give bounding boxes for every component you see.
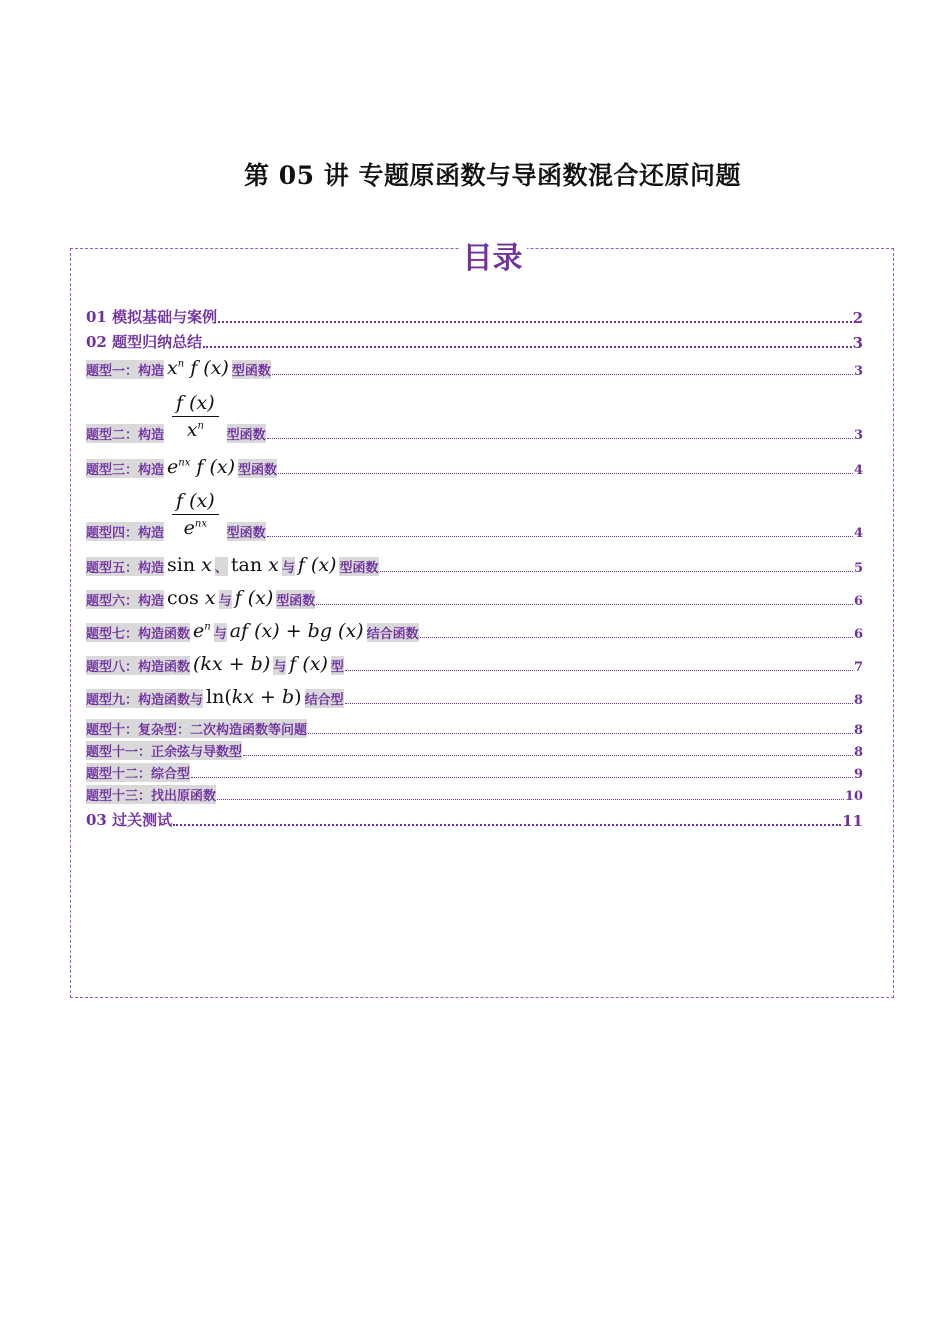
math-expression: $x^n$ f (x) — [164, 357, 232, 379]
toc-entry-type-12[interactable] — [86, 763, 863, 782]
toc-entry-suffix: 型 — [331, 656, 344, 675]
dot-leader — [243, 755, 853, 756]
dot-leader — [345, 703, 853, 704]
toc-page-number: 4 — [853, 463, 863, 478]
toc-page-number: 6 — [853, 627, 863, 642]
toc-entry-suffix: 结合型 — [305, 689, 344, 708]
toc-page-number: 4 — [853, 526, 863, 541]
dot-leader — [278, 473, 853, 474]
toc-entry-prefix: 题型二：构造 — [86, 424, 164, 443]
toc-page-number: 3 — [853, 428, 863, 443]
dot-leader — [345, 670, 853, 671]
toc-entry-prefix: 题型一：构造 — [86, 360, 164, 379]
toc-entry-connector: 与 — [219, 590, 232, 609]
dot-leader — [191, 777, 853, 778]
toc-entry-summary[interactable] — [86, 331, 863, 352]
toc-page-number: 2 — [852, 309, 863, 327]
dot-leader — [218, 321, 851, 323]
toc-entry-suffix: 型函数 — [339, 557, 378, 576]
toc-entry-separator: 、 — [215, 557, 228, 576]
toc-entry-type-2[interactable] — [86, 392, 863, 443]
toc-page-number: 10 — [844, 789, 863, 804]
math-expression: (kx + b) — [190, 653, 273, 675]
toc-entry-label: 题型十一：正余弦与导数型 — [86, 741, 242, 760]
dot-leader — [203, 346, 851, 348]
toc-entry-basics[interactable] — [86, 306, 863, 327]
toc-entry-type-6[interactable] — [86, 587, 863, 609]
toc-entry-type-1[interactable] — [86, 357, 863, 379]
toc-entry-suffix: 型函数 — [238, 459, 277, 478]
toc-entry-tests[interactable] — [86, 809, 863, 830]
toc-page-number: 3 — [852, 334, 863, 352]
math-expression: $e^{nx}$ f (x) — [164, 456, 238, 478]
math-expression: f (x) — [232, 587, 277, 609]
toc-entry-suffix: 型函数 — [232, 360, 271, 379]
toc-entry-type-3[interactable] — [86, 456, 863, 478]
dot-leader — [217, 799, 844, 800]
math-expression: ln(kx + b) — [203, 686, 305, 708]
toc-entry-suffix: 型函数 — [227, 424, 266, 443]
toc-entry-prefix: 题型九：构造函数与 — [86, 689, 203, 708]
toc-page-number: 11 — [842, 812, 863, 830]
toc-page-number: 7 — [853, 660, 863, 675]
dot-leader — [420, 637, 853, 638]
math-expression: cos x — [164, 587, 219, 609]
toc-heading: 目录 — [0, 233, 950, 277]
toc-entry-type-4[interactable] — [86, 490, 863, 541]
toc-entry-prefix: 题型七：构造函数 — [86, 623, 190, 642]
dot-leader — [267, 438, 853, 439]
toc-entry-label: 01 模拟基础与案例 — [86, 308, 218, 326]
toc-entry-label: 题型十：复杂型：二次构造函数等问题 — [86, 719, 307, 738]
toc-entry-label: 02 题型归纳总结 — [86, 333, 203, 351]
toc-entry-suffix: 结合函数 — [367, 623, 419, 642]
dot-leader — [316, 604, 853, 605]
document-title: 第 05 讲 专题原函数与导函数混合还原问题 — [244, 161, 741, 190]
toc-page-number: 8 — [853, 693, 863, 708]
toc-entry-suffix: 型函数 — [276, 590, 315, 609]
dot-leader — [267, 536, 853, 537]
toc-page-number: 5 — [853, 561, 863, 576]
toc-entry-connector: 与 — [273, 656, 286, 675]
toc-page-number: 3 — [853, 364, 863, 379]
toc-page-number: 6 — [853, 594, 863, 609]
math-expression: sin x — [164, 554, 215, 576]
toc-entry-suffix: 型函数 — [227, 522, 266, 541]
dot-leader — [380, 571, 853, 572]
toc-entry-type-9[interactable] — [86, 686, 863, 708]
toc-entry-type-7[interactable] — [86, 620, 863, 642]
dot-leader — [308, 733, 853, 734]
toc-entry-connector: 与 — [282, 557, 295, 576]
toc-entry-type-5[interactable] — [86, 554, 863, 576]
math-fraction: $\frac{f (x)}{e^{nx}}$ — [164, 490, 227, 539]
math-expression: f (x) — [286, 653, 331, 675]
toc-entry-label: 题型十二：综合型 — [86, 763, 190, 782]
toc-entry-label: 03 过关测试 — [86, 811, 173, 829]
toc-entry-prefix: 题型三：构造 — [86, 459, 164, 478]
toc-entry-type-13[interactable] — [86, 785, 863, 804]
toc-entry-type-8[interactable] — [86, 653, 863, 675]
toc-entry-connector: 与 — [214, 623, 227, 642]
math-fraction: $\frac{f (x)}{x^n}$ — [164, 392, 227, 441]
math-expression: af (x) + bg (x) — [227, 620, 367, 642]
toc-entry-prefix: 题型六：构造 — [86, 590, 164, 609]
toc-entry-prefix: 题型四：构造 — [86, 522, 164, 541]
math-expression: tan x — [228, 554, 282, 576]
toc-entry-prefix: 题型五：构造 — [86, 557, 164, 576]
toc-entry-prefix: 题型八：构造函数 — [86, 656, 190, 675]
toc-entry-type-11[interactable] — [86, 741, 863, 760]
toc-entry-label: 题型十三：找出原函数 — [86, 785, 216, 804]
toc-page-number: 8 — [853, 745, 863, 760]
dot-leader — [272, 374, 853, 375]
math-expression: $e^n$ — [190, 620, 214, 642]
toc-page-number: 8 — [853, 723, 863, 738]
toc-page-number: 9 — [853, 767, 863, 782]
math-expression: f (x) — [295, 554, 340, 576]
toc-entry-type-10[interactable] — [86, 719, 863, 738]
dot-leader — [173, 824, 841, 826]
